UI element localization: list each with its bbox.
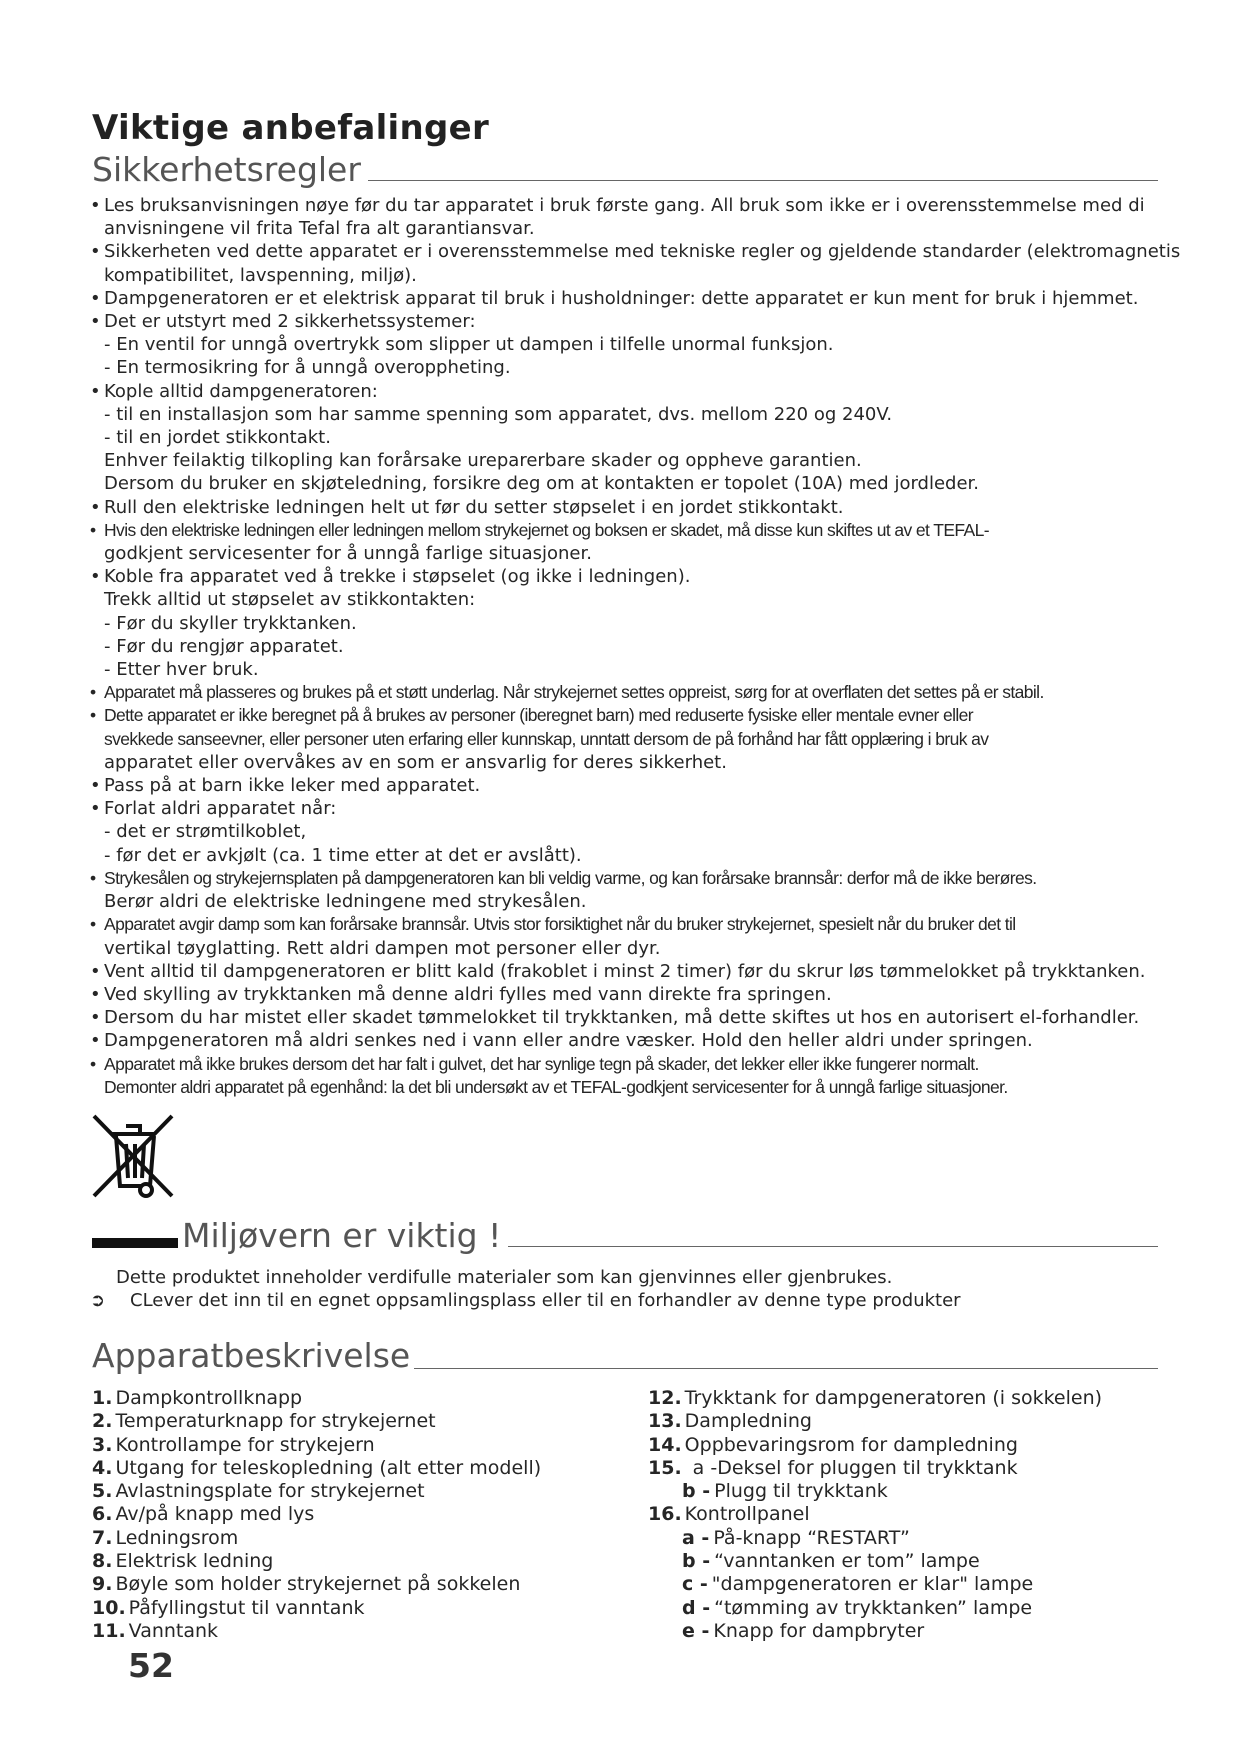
safety-bullet-item: • Koble fra apparatet ved å trekke i støpselet (og ikke i ledningen). [90,565,1212,588]
safety-bullet-item: • Sikkerheten ved dette apparatet er i overensstemmelse med tekniske regler og gjeldende standarder (elektromagnetis kompatibilitet, lavspenning, miljø). [90,240,1212,286]
item-number: 12. [648,1387,682,1409]
item-label: Oppbevaringsrom for dampledning [684,1433,1018,1456]
item-number: 3. [92,1433,113,1456]
item-number: 4. [92,1456,113,1479]
description-list-right [648,1387,1102,1643]
description-item [648,1597,1102,1620]
safety-bullet-item: • Det er utstyrt med 2 sikkerhetssystemer: [90,310,1212,333]
safety-continuation-line: - En ventil for unngå overtrykk som slipper ut dampen i tilfelle unormal funksjon. [104,334,834,356]
description-item [92,1527,541,1550]
description-item [648,1527,1102,1550]
description-item [92,1480,541,1503]
safety-continuation-line: - Før du skyller trykktanken. [104,612,357,634]
safety-bullet-item: • Rull den elektriske ledningen helt ut før du setter støpselet i en jordet stikkontakt. [90,496,1212,519]
item-label: Elektrisk ledning [115,1550,274,1573]
item-label: Deksel for pluggen til trykktank [717,1456,1018,1479]
description-list-left [92,1387,541,1643]
safety-rules-list [90,194,1212,1099]
description-item [648,1573,1102,1596]
crossed-out-wheelie-bin-icon [88,1112,178,1204]
description-item [92,1434,541,1457]
item-label: Dampledning [684,1410,812,1433]
page-number: 52 [128,1646,174,1685]
item-number: 6. [92,1503,113,1526]
item-label: Vanntank [128,1619,219,1642]
environment-bar [92,1238,178,1248]
arrow-icon: ➲ [90,1290,106,1311]
safety-bullet-item: • Ved skylling av trykktanken må denne aldri fylles med vann direkte fra springen. [90,983,1212,1006]
description-heading: Apparatbeskrivelse [92,1336,411,1375]
item-label: Trykktank for dampgeneratoren (i sokkelen) [684,1387,1103,1409]
sub-item-letter: c - [682,1573,708,1596]
safety-continuation-line: godkjent servicesenter for å unngå farlige situasjoner. [104,543,592,565]
item-label: “vanntanken er tom” lampe [714,1550,980,1573]
page-title: Viktige anbefalinger [92,108,490,148]
safety-bullet-item: • Vent alltid til dampgeneratoren er blitt kald (frakoblet i minst 2 timer) før du skrur løs tømmelokket på trykktanken. [90,960,1212,983]
safety-continuation-line: vertikal tøyglatting. Rett aldri dampen mot personer eller dyr. [104,937,661,959]
safety-bullet-item: • Dampgeneratoren er et elektrisk apparat til bruk i husholdninger: dette apparatet er kun ment for bruk i hjemmet. [90,287,1212,310]
description-item [92,1410,541,1433]
item-number: 9. [92,1573,113,1596]
safety-continuation-line: - det er strømtilkoblet, [104,821,307,843]
item-label: På-knapp “RESTART” [713,1526,910,1549]
sub-item-letter: a - [682,1526,710,1549]
description-item [648,1620,1102,1643]
description-item [648,1480,1102,1503]
safety-bullet-item: • Hvis den elektriske ledningen eller ledningen mellom strykejernet og boksen er skadet, må disse kun skiftes ut av et TEFAL- [90,519,1212,542]
environment-heading: Miljøvern er viktig ! [182,1216,502,1255]
safety-continuation-line: apparatet eller overvåkes av en som er ansvarlig for deres sikkerhet. [104,751,727,773]
safety-continuation-line: - før det er avkjølt (ca. 1 time etter at det er avslått). [104,844,582,866]
environment-line-1: Dette produktet inneholder verdifulle materialer som kan gjenvinnes eller gjenbrukes. [116,1267,893,1288]
sub-item-letter: e - [682,1619,710,1642]
safety-bullet-item: • Apparatet må ikke brukes dersom det har falt i gulvet, det har synlige tegn på skader, det lekker eller ikke fungerer normalt. [90,1053,1212,1076]
safety-continuation-line: Berør aldri de elektriske ledningene med strykesålen. [104,891,587,913]
item-label: "dampgeneratoren er klar" lampe [711,1573,1034,1596]
safety-bullet-item: • Strykesålen og strykejernsplaten på dampgeneratoren kan bli veldig varme, og kan forårsake brannsår: derfor må de ikke berøres. [90,867,1212,890]
item-number: 1. [92,1387,113,1409]
description-item [92,1457,541,1480]
safety-bullet-item: • Dersom du har mistet eller skadet tømmelokket til trykktanken, må dette skiftes ut hos en autorisert el-forhandler. [90,1006,1212,1029]
item-label: Temperaturknapp for strykejernet [115,1410,436,1433]
item-label: Plugg til trykktank [714,1480,888,1503]
item-label: Knapp for dampbryter [713,1619,925,1642]
description-item [648,1457,1102,1480]
environment-heading-rule [508,1246,1158,1247]
environment-line-2 [92,1289,961,1312]
item-number: 11. [92,1619,126,1642]
description-item [648,1503,1102,1526]
description-item [648,1410,1102,1433]
safety-bullet-item: • Apparatet avgir damp som kan forårsake brannsår. Utvis stor forsiktighet når du bruker strykejernet, spesielt når du bruker det til [90,913,1212,936]
item-label: Av/på knapp med lys [115,1503,315,1526]
safety-bullet-item: • Les bruksanvisningen nøye før du tar apparatet i bruk første gang. All bruk som ikke er i overensstemmelse med di anvisningene vil frita Tefal fra alt garantiansvar. [90,194,1212,240]
description-item [92,1387,541,1410]
description-item [648,1550,1102,1573]
safety-bullet-item: • Dampgeneratoren må aldri senkes ned i vann eller andre væsker. Hold den heller aldri under springen. [90,1029,1212,1052]
item-label: Påfyllingstut til vanntank [128,1596,365,1619]
item-label: “tømming av trykktanken” lampe [714,1596,1033,1619]
item-label: Bøyle som holder strykejernet på sokkelen [115,1573,521,1596]
safety-continuation-line: Trekk alltid ut støpselet av stikkontakten: [104,589,476,611]
sub-item-letter: d - [682,1596,711,1619]
safety-bullet-item: • Apparatet må plasseres og brukes på et støtt underlag. Når strykejernet settes oppreist, sørg for at overflaten det settes på er stabil. [90,681,1212,704]
safety-continuation-line: - Før du rengjør apparatet. [104,635,344,657]
description-item [92,1503,541,1526]
item-label: Dampkontrollknapp [115,1387,303,1409]
description-item [92,1597,541,1620]
safety-heading-rule [368,180,1158,181]
item-label: Avlastningsplate for strykejernet [115,1480,425,1503]
description-item [92,1573,541,1596]
safety-bullet-item: • Forlat aldri apparatet når: [90,797,1212,820]
safety-continuation-line: svekkede sanseevner, eller personer uten erfaring eller kunnskap, unntatt dersom de på forhånd har fått opplæring i bruk av [104,728,989,749]
item-label: Kontrollpanel [684,1503,810,1526]
safety-bullet-item: • Kople alltid dampgeneratoren: [90,380,1212,403]
environment-line-2-text: CLever det inn til en egnet oppsamlingsplass eller til en forhandler av denne type produkter [130,1290,961,1311]
safety-continuation-line: Enhver feilaktig tilkopling kan forårsake ureparerbare skader og oppheve garantien. [104,450,862,472]
description-item [92,1550,541,1573]
item-label: Ledningsrom [115,1526,239,1549]
safety-bullet-item: • Pass på at barn ikke leker med apparatet. [90,774,1212,797]
sub-item-letter: b - [682,1480,711,1503]
sub-item-letter: a - [692,1456,718,1479]
item-number: 10. [92,1596,126,1619]
safety-continuation-line: - til en jordet stikkontakt. [104,427,331,449]
safety-continuation-line: - En termosikring for å unngå overoppheting. [104,357,511,379]
safety-heading: Sikkerhetsregler [92,150,361,189]
safety-continuation-line: - Etter hver bruk. [104,659,259,681]
sub-item-letter: b - [682,1550,711,1573]
item-number: 8. [92,1550,113,1573]
item-number: 15. [648,1456,682,1479]
environment-text [92,1266,961,1312]
description-item [648,1434,1102,1457]
description-heading-rule [414,1368,1158,1369]
item-number: 2. [92,1410,113,1433]
item-label: Utgang for teleskopledning (alt etter modell) [115,1456,542,1479]
safety-bullet-item: • Dette apparatet er ikke beregnet på å brukes av personer (iberegnet barn) med reduserte fysiske eller mentale evner eller [90,704,1212,727]
safety-continuation-line: - til en installasjon som har samme spenning som apparatet, dvs. mellom 220 og 240V. [104,403,893,425]
item-number: 7. [92,1526,113,1549]
item-number: 16. [648,1503,682,1526]
item-label: Kontrollampe for strykejern [115,1433,375,1456]
safety-continuation-line: Dersom du bruker en skjøteledning, forsikre deg om at kontakten er topolet (10A) med jordleder. [104,473,980,495]
description-item [648,1387,1102,1410]
item-number: 5. [92,1480,113,1503]
item-number: 13. [648,1410,682,1433]
safety-continuation-line: Demonter aldri apparatet på egenhånd: la det bli undersøkt av et TEFAL-godkjent servicesenter for å unngå farlige situasjoner. [104,1076,1008,1097]
description-item [92,1620,541,1643]
item-number: 14. [648,1433,682,1456]
